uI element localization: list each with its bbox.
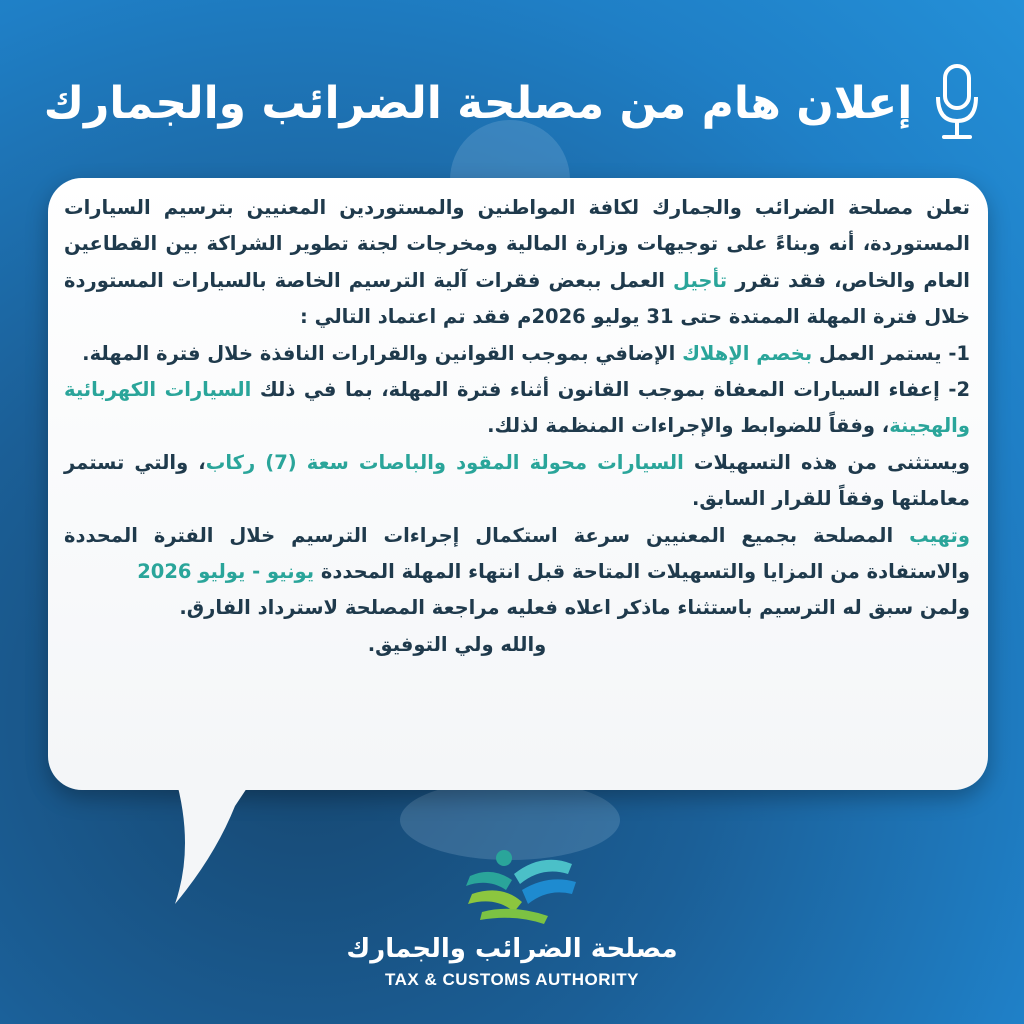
microphone-icon bbox=[934, 63, 980, 143]
item-2: 2- إعفاء السيارات المعفاة بموجب القانون أثناء فترة المهلة، بما في ذلك السيارات الكهربائية والهجينة، وفقاً للضوابط والإجراءات المنظمة لذلك. bbox=[64, 378, 971, 438]
refund-paragraph: ولمن سبق له الترسيم باستثناء ماذكر اعلاه فعليه مراجعة المصلحة لاسترداد الفارق. bbox=[179, 596, 970, 620]
header bbox=[0, 58, 1024, 148]
page-title: إعلان هام من مصلحة الضرائب والجمارك bbox=[43, 77, 913, 129]
highlight-exception: السيارات محولة المقود والباصات سعة (7) ركاب bbox=[205, 450, 684, 474]
announcement-body bbox=[64, 190, 970, 663]
exception-paragraph: ويستثنى من هذه التسهيلات السيارات محولة المقود والباصات سعة (7) ركاب، والتي تستمر معاملتها وفقاً للقرار السابق. bbox=[64, 450, 970, 511]
authority-logo-icon bbox=[452, 846, 582, 926]
highlight-postpone: تأجيل bbox=[673, 268, 728, 292]
highlight-urge: وتهيب bbox=[909, 523, 970, 547]
highlight-deadline: يونيو - يوليو 2026 bbox=[137, 560, 315, 584]
item-1: 1- يستمر العمل بخصم الإهلاك الإضافي بموجب القوانين والقرارات النافذة خلال فترة المهلة. bbox=[82, 341, 970, 365]
highlight-depreciation: بخصم الإهلاك bbox=[682, 341, 813, 365]
closing-line: والله ولي التوفيق. bbox=[367, 632, 547, 656]
org-name-english: TAX & CUSTOMS AUTHORITY bbox=[385, 970, 639, 989]
intro-paragraph: تعلن مصلحة الضرائب والجمارك لكافة المواطنين والمستوردين المعنيين بترسيم السيارات المستوردة، أنه وبناءً على توجيهات وزارة المالية ومخرجات لجنة تطوير الشراكة بين القطاعين العام والخاص، فقد تقرر تأجيل العمل ببعض فقرات آلية الترسيم الخاصة بالسيارات المستوردة خلال فترة المهلة الممتدة حتى 31 يوليو 2026م فقد تم اعتماد التالي : bbox=[64, 196, 970, 329]
org-name-arabic: مصلحة الضرائب والجمارك bbox=[346, 934, 678, 964]
highlight-electric-hybrid: السيارات الكهربائية والهجينة bbox=[64, 378, 970, 438]
urge-paragraph: وتهيب المصلحة بجميع المعنيين سرعة استكمال إجراءات الترسيم خلال الفترة المحددة والاستفادة من المزايا والتسهيلات المتاحة قبل انتهاء المهلة المحددة يونيو - يوليو 2026 bbox=[64, 523, 970, 584]
footer bbox=[0, 840, 1024, 1020]
